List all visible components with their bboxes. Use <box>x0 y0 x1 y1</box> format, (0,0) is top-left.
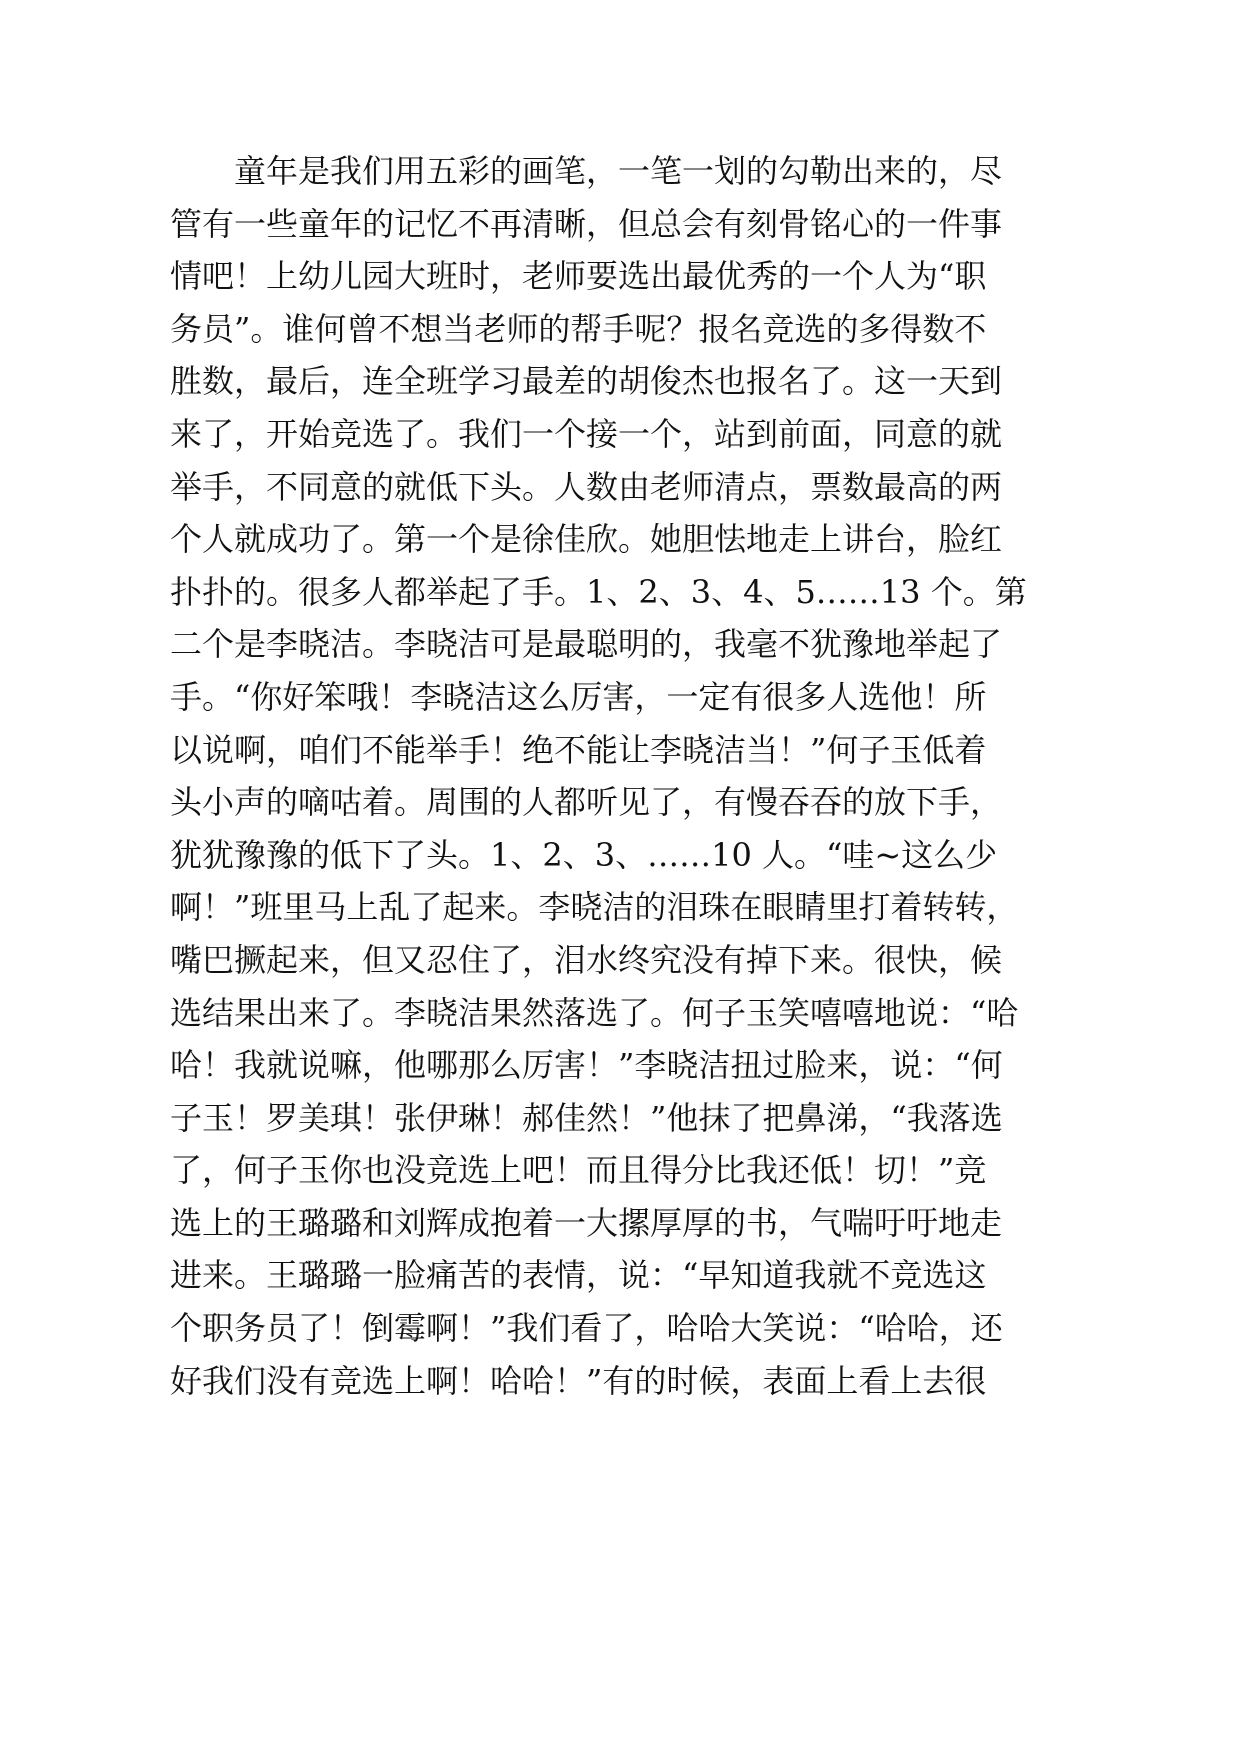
text-line-9: 扑扑的。很多人都举起了手。1、2、3、4、5……13 个。第 <box>170 572 1027 611</box>
text-line-16: 嘴巴撅起来，但又忍住了，泪水终究没有掉下来。很快，候 <box>170 940 1003 979</box>
text-line-15: 啊！”班里马上乱了起来。李晓洁的泪珠在眼睛里打着转转， <box>170 888 1019 927</box>
text-line-3: 情吧！上幼儿园大班时，老师要选出最优秀的一个人为“职 <box>170 257 987 296</box>
text-line-8: 个人就成功了。第一个是徐佳欣。她胆怯地走上讲台，脸红 <box>170 520 1003 559</box>
text-line-19: 子玉！罗美琪！张伊琳！郝佳然！”他抹了把鼻涕，“我落选 <box>170 1098 1003 1137</box>
text-line-1: 童年是我们用五彩的画笔，一笔一划的勾勒出来的，尽 <box>234 152 1003 190</box>
text-line-5: 胜数，最后，连全班学习最差的胡俊杰也报名了。这一天到 <box>170 362 1003 401</box>
text-line-17: 选结果出来了。李晓洁果然落选了。何子玉笑嘻嘻地说：“哈 <box>170 993 1019 1032</box>
text-line-23: 个职务员了！倒霉啊！”我们看了，哈哈大笑说：“哈哈，还 <box>170 1309 1003 1348</box>
text-line-14: 犹犹豫豫的低下了头。1、2、3、……10 人。“哇~这么少 <box>170 835 998 874</box>
text-line-11: 手。“你好笨哦！李晓洁这么厉害，一定有很多人选他！所 <box>170 677 987 716</box>
text-line-10: 二个是李晓洁。李晓洁可是最聪明的，我毫不犹豫地举起了 <box>170 625 1003 664</box>
text-line-12: 以说啊，咱们不能举手！绝不能让李晓洁当！”何子玉低着 <box>170 730 987 769</box>
text-line-13: 头小声的嘀咕着。周围的人都听见了，有慢吞吞的放下手， <box>170 783 1003 822</box>
text-line-4: 务员”。谁何曾不想当老师的帮手呢？报名竞选的多得数不 <box>170 309 987 348</box>
text-line-21: 选上的王璐璐和刘辉成抱着一大摞厚厚的书，气喘吁吁地走 <box>170 1203 1003 1242</box>
text-line-2: 管有一些童年的记忆不再清晰，但总会有刻骨铭心的一件事 <box>170 204 1003 243</box>
text-line-22: 进来。王璐璐一脸痛苦的表情，说：“早知道我就不竞选这 <box>170 1256 987 1295</box>
text-line-6: 来了，开始竞选了。我们一个接一个，站到前面，同意的就 <box>170 414 1003 453</box>
text-line-18: 哈！我就说嘛，他哪那么厉害！”李晓洁扭过脸来，说：“何 <box>170 1046 1003 1085</box>
body-text <box>170 145 1027 1407</box>
text-line-24: 好我们没有竞选上啊！哈哈！”有的时候，表面上看上去很 <box>170 1361 987 1400</box>
text-line-20: 了，何子玉你也没竞选上吧！而且得分比我还低！切！”竞 <box>170 1151 987 1190</box>
text-line-7: 举手，不同意的就低下头。人数由老师清点，票数最高的两 <box>170 467 1003 506</box>
